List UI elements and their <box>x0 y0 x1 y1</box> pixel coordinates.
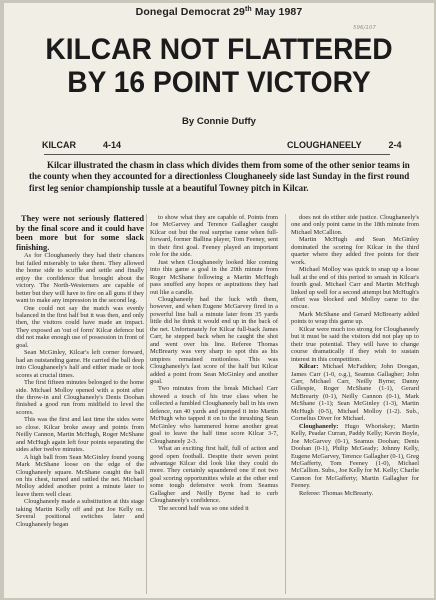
column-1-paragraph: This was the first and last time the sides were so close. Kilcar broke away and points from Neilly Cannon, Martin McHugh, Roger McShane and McHugh again left four points separating the sides after twelve minutes. <box>16 416 144 454</box>
newspaper-clipping <box>4 3 434 598</box>
article-column-1 <box>16 214 144 598</box>
cloughaneely-lineup <box>291 423 419 490</box>
headline-line-1: KILCAR NOT FLATTERED <box>45 33 393 66</box>
column-2-paragraph: Cloughaneely had the luck with them, however, and when Eugene McGarvey fired in a powerful line ball a minute later from 35 yards little did he think it would end up in the back of the net. Unfortunately for Kilcar full-back James Carr, he stepped back when he caught the shot and went over his line. Referee Thomas McBrearty was very sharp to spot this as his umpires remained motionless. This was Cloughaneely's last score of the half but Kilcar added a point from Sean McGinley and another goal. <box>150 295 278 385</box>
intro-paragraph: Kilcar illustrated the chasm in class which divides them from some of the other senior teams in the county when they accounted for a directionless Cloughaneely side last Sunday in the first round first leg senior championship tussle at a beautiful Towney pitch in Kilcar. <box>29 160 410 193</box>
column-3-paragraph: Mark McShane and Gerard McBrearty added points to wrap this game up. <box>291 310 419 326</box>
column-1-paragraph: The first fifteen minutes belonged to the home side. Michael Molloy opened with a point after the throw-in and Cloughaneely's Denis Doohan finished a good run from midfield to level the scores. <box>16 379 144 416</box>
column-2-paragraph: The second half was so one sided it <box>158 504 249 512</box>
column-2-paragraph: to show what they are capable of. Points from Joe McGarvey and Terence Gallagher caught Kilcar out but the real surprise came when full-forward, former Ballina player, Tom Feeney, sent in their first goal. Feeney played an important role for the side. <box>150 214 278 259</box>
column-divider <box>285 214 286 594</box>
column-1-paragraph: Cloughaneely made a substitution at this stage taking Martin Kelly off and put Joe Kelly on. Several positional switches later and Cloughaneely began <box>16 498 144 528</box>
referee-line: Referee: Thomas McBrearty. <box>299 489 374 497</box>
score-home <box>42 140 121 150</box>
column-2-paragraph: What an exciting first half, full of action and good open football. Despite their seven point advantage Kilcar did look like they could do more. They certainly squandered one if not two goal scoring opportunities while at the other end some tough defensive work from Seamus Gallagher and Neilly Byrne had to curb Cloughaneely's confidence. <box>150 445 278 505</box>
home-score: 4-14 <box>103 140 122 150</box>
issue-day: 29 <box>233 6 245 18</box>
column-1-paragraph: Sean McGinley, Kilcar's left corner forward, had an outstanding game. He carried the ball deep into Cloughaneely's half and either made or took scores at crucial times. <box>16 349 144 379</box>
masthead <box>4 6 434 18</box>
column-2-paragraph: Just when Cloughaneely looked like coming into this game a goal in the 20th minute from Roger McShane following a Martin McHugh pass snuffed any hopes or aspirations they had out like a candle. <box>150 258 278 296</box>
home-team: KILCAR <box>42 140 76 150</box>
kilcar-lineup-label: Kilcar: <box>299 363 319 371</box>
kilcar-lineup <box>291 363 419 423</box>
score-divider <box>44 154 390 155</box>
paper-name: Donegal Democrat <box>135 6 231 18</box>
headline <box>17 33 421 99</box>
column-3-paragraph: Martin McHugh and Sean McGinley dominated the scoring for Kilcar in the third quarter where they added five points for their work. <box>291 236 419 266</box>
away-team: CLOUGHANEELY <box>287 140 362 150</box>
kilcar-lineup-text: Michael McFadden; John Doogan, James Carr (1-0, o.g.), Seamus Gallagher; John Carr, Michael Carr, Neilly Byrne; Danny Gillespie, Roger McShane (1-1), Gerard McBrearty (0-1), Neilly Cannon (0-1), Mark McShane (1-1); Sean McGinley (1-3), Martin McHugh (0-5), Michael Molloy (1-2). Sub., Cornelius Diver for Michael. <box>291 363 419 423</box>
away-score: 2-4 <box>388 140 402 150</box>
column-1-paragraph: As for Cloughaneely they had their chances but failed miserably to take them. They allowed the home side to scuffle and settle and finally enjoy the confidence that brought about the victory. The North-Westerners are capable of better but they will have to fire on all guns if they want to make any impression in the second leg. <box>16 252 144 305</box>
pencil-annotation: 596/107 <box>353 25 376 31</box>
column-2-paragraph: Two minutes from the break Michael Carr showed a touch of his true class when he collected a fumbled Cloughaneely ball in his own defence, ran 40 yards and pumped it into Martin McHugh who tapped it on to the inrushing Sean McGinley who hammered home another great goal to leave the half time score Kilcar 3-7, Cloughaneely 2-3. <box>150 385 278 445</box>
column-1-paragraph: A high ball from Sean McGinley found young Mark McShane loose on the edge of the Cloughaneely square. McShane caught the ball on his chest, turned and rattled the net. Michael Molloy added another point a minute later to leave them well clear. <box>16 453 144 498</box>
cloughaneely-lineup-label: Cloughaneely: <box>299 422 339 430</box>
column-1-paragraph: One could not say the match was evenly balanced in the first half but it was then, and only then, the visitors could have made an impact. They exposed an 'out of form' Kilcar defence but did not make enough use of possession in front of goal. <box>16 304 144 349</box>
headline-line-2: BY 16 POINT VICTORY <box>67 66 371 99</box>
column-1-lead: They were not seriously flattered by the final score and it could have been more but for some slack finishing. <box>16 214 144 252</box>
byline: By Connie Duffy <box>182 116 256 127</box>
article-column-2 <box>150 214 278 598</box>
cloughaneely-lineup-text: Hugo Whoriskey; Martin Kelly, Peadar Curran, Paddy Kelly; Kevin Boyle, Joe McGarvey (0-1), Seamus Doohan; Denis Doohan (0-1), Philip McGeady; Johnny Kelly, Eugene McGarvey, Terence Gallagher (0-1), Greg McGafferty, Tom Feeney (1-0), Michael McCallion. Subs., Joe Kelly for M. Kelly; Charlie Cannon for McGafferty; Martin Gallagher for Feeney. <box>291 422 419 490</box>
column-3-paragraph: Michael Molloy was quick to snap up a loose ball at the end of this period to smash in Kilcar's fourth goal. Michael Carr and Martin McHugh linked up well for a second attempt but McHugh's effort was blocked and Molloy came to the rescue. <box>291 266 419 311</box>
article-column-3 <box>291 214 419 598</box>
column-3-paragraph: does not do either side justice. Cloughaneely's one and only point came in the 18th minute from Michael McCallion. <box>291 214 419 236</box>
score-away <box>287 140 402 150</box>
issue-day-suffix: th <box>244 6 252 13</box>
column-3-paragraph: Kilcar were much too strong for Cloughaneely but it must be said the visitors did not play up to their true potential. They will have to change course dramatically if they wish to sustain interest in this competition. <box>291 325 419 363</box>
column-divider <box>146 214 147 594</box>
issue-month-year: May 1987 <box>254 6 303 18</box>
